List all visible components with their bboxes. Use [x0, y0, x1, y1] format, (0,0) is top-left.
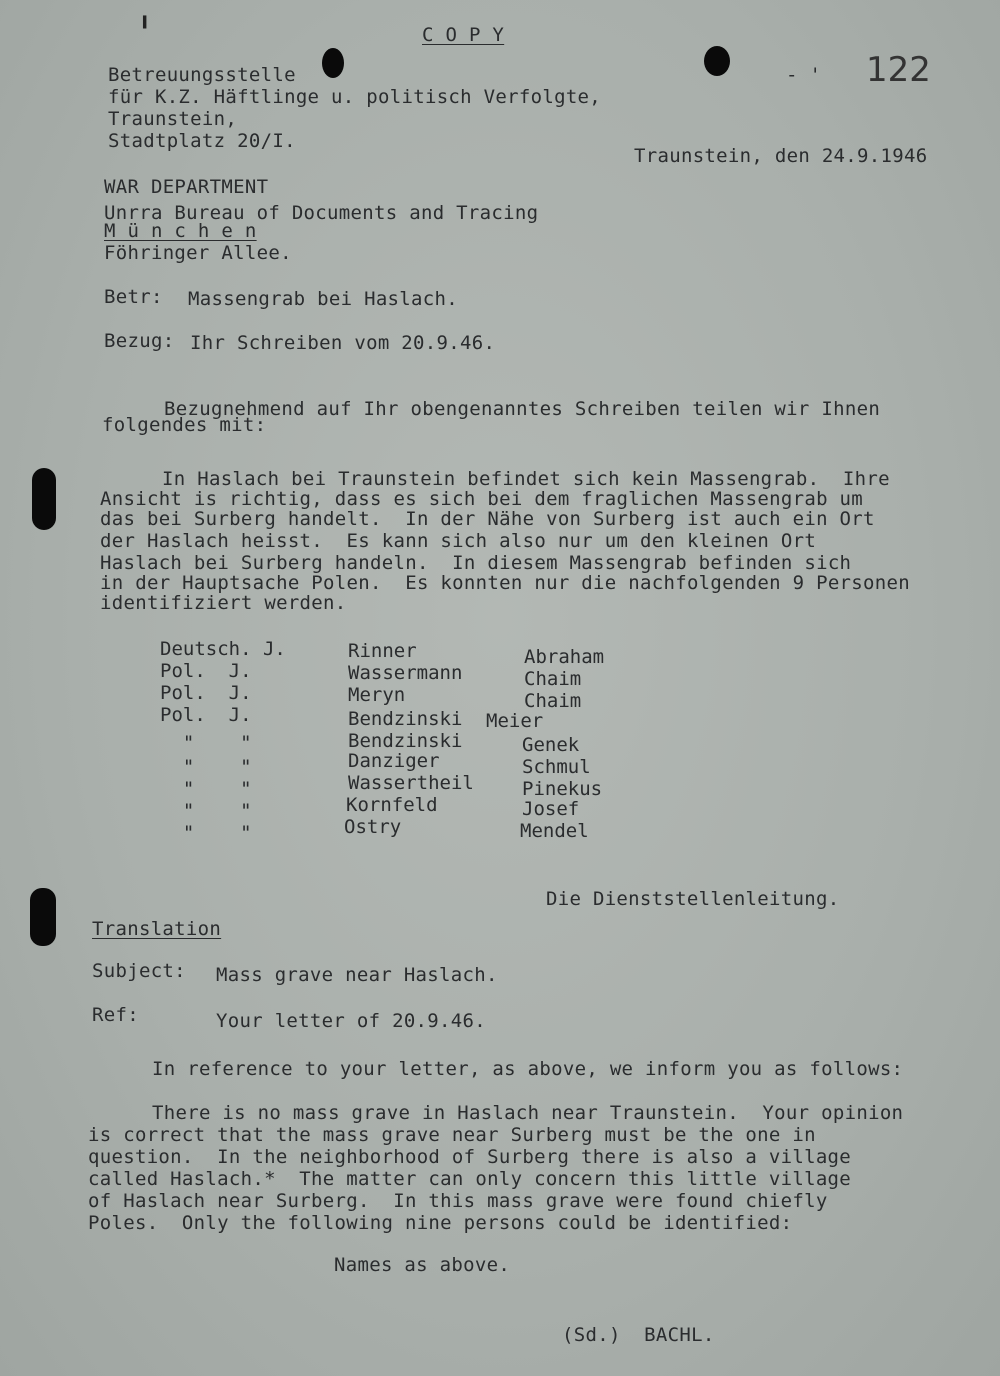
german-signoff: Die Dienststellenleitung. — [546, 888, 840, 910]
last-name-cell: Wassermann — [348, 662, 463, 684]
nationality-cell: " " — [160, 778, 252, 800]
first-name-cell: Schmul — [522, 756, 591, 778]
english-body-line: question. In the neighborhood of Surberg there is also a village — [88, 1146, 852, 1168]
first-name-cell: Meier — [486, 710, 544, 732]
english-intro: In reference to your letter, as above, we inform you as follows: — [152, 1058, 904, 1080]
nationality-cell: Deutsch. J. — [160, 638, 286, 660]
subject-label-english: Subject: — [92, 960, 186, 982]
first-name-cell: Pinekus — [522, 778, 603, 800]
german-body-line: In Haslach bei Traunstein befindet sich kein Massengrab. Ihre — [162, 468, 890, 490]
reference-label-english: Ref: — [92, 1004, 139, 1026]
subject-label-german: Betr: — [104, 286, 163, 308]
english-body-line: is correct that the mass grave near Surberg must be the one in — [88, 1124, 816, 1146]
punch-hole-left-middle — [32, 468, 56, 530]
english-body-line: Poles. Only the following nine persons could be identified: — [88, 1212, 793, 1234]
reference-label-german: Bezug: — [104, 330, 175, 352]
last-name-cell: Ostry — [344, 816, 402, 838]
last-name-cell: Wassertheil — [348, 772, 474, 794]
sender-line-4: Stadtplatz 20/I. — [108, 130, 296, 152]
german-body-line: in der Hauptsache Polen. Es konnten nur die nachfolgenden 9 Personen — [100, 572, 910, 594]
first-name-cell: Chaim — [524, 668, 582, 690]
punch-hole-left-lower — [30, 888, 56, 946]
subject-text-english: Mass grave near Haslach. — [216, 964, 498, 986]
german-body-line: das bei Surberg handelt. In der Nähe von Surberg ist auch ein Ort — [100, 508, 875, 530]
nationality-cell: Pol. J. — [160, 704, 252, 726]
recipient-line-1: WAR DEPARTMENT — [104, 176, 269, 198]
page-number: 122 — [866, 50, 931, 90]
german-body-line: Haslach bei Surberg handeln. In diesem Massengrab befinden sich — [100, 552, 852, 574]
sender-line-2: für K.Z. Häftlinge u. politisch Verfolgte, — [108, 86, 602, 108]
recipient-line-2: Unrra Bureau of Documents and Tracing — [104, 202, 539, 224]
german-body-line: Ansicht is richtig, dass es sich bei dem fraglichen Massengrab um — [100, 488, 864, 510]
sender-line-1: Betreuungsstelle — [108, 64, 296, 86]
nationality-cell: " " — [160, 800, 252, 822]
english-body-line: There is no mass grave in Haslach near Traunstein. Your opinion — [152, 1102, 904, 1124]
german-body-line: der Haslach heisst. Es kann sich also nur um den kleinen Ort — [100, 530, 817, 552]
first-name-cell: Mendel — [520, 820, 589, 842]
nationality-cell: " " — [160, 822, 252, 844]
english-body-line: called Haslach.* The matter can only concern this little village — [88, 1168, 852, 1190]
sender-line-3: Traunstein, — [108, 108, 238, 130]
last-name-cell: Kornfeld — [346, 794, 438, 816]
signature: (Sd.) BACHL. — [562, 1324, 715, 1346]
nationality-cell: Pol. J. — [160, 682, 252, 704]
german-intro-line-2: folgendes mit: — [102, 414, 267, 436]
nationality-cell: Pol. J. — [160, 660, 252, 682]
last-name-cell: Danziger — [348, 750, 440, 772]
reference-text-german: Ihr Schreiben vom 20.9.46. — [190, 332, 496, 354]
last-name-cell: Bendzinski — [348, 730, 463, 752]
translation-heading: Translation — [92, 918, 222, 940]
last-name-cell: Bendzinski — [348, 708, 463, 730]
reference-text-english: Your letter of 20.9.46. — [216, 1010, 486, 1032]
recipient-line-4: Föhringer Allee. — [104, 242, 292, 264]
last-name-cell: Meryn — [348, 684, 406, 706]
first-name-cell: Josef — [522, 798, 580, 820]
punch-hole-top-right — [704, 46, 730, 76]
recipient-line-3: M ü n c h e n — [104, 220, 257, 242]
english-body-line: of Haslach near Surberg. In this mass grave were found chiefly — [88, 1190, 828, 1212]
nationality-cell: " " — [160, 756, 252, 778]
first-name-cell: Genek — [522, 734, 580, 756]
first-name-cell: Chaim — [524, 690, 582, 712]
place-date: Traunstein, den 24.9.1946 — [634, 145, 928, 167]
names-note: Names as above. — [334, 1254, 511, 1276]
german-intro-line-1: Bezugnehmend auf Ihr obengenanntes Schreiben teilen wir Ihnen — [164, 398, 881, 420]
header-dash: - ' — [786, 64, 822, 86]
subject-text-german: Massengrab bei Haslach. — [188, 288, 458, 310]
copy-label: C O P Y — [422, 24, 505, 46]
last-name-cell: Rinner — [348, 640, 417, 662]
ink-tick-mark: ╻ — [138, 4, 152, 29]
german-body-line: identifiziert werden. — [100, 592, 347, 614]
punch-hole-top-left — [322, 48, 344, 78]
nationality-cell: " " — [160, 732, 252, 754]
first-name-cell: Abraham — [524, 646, 605, 668]
